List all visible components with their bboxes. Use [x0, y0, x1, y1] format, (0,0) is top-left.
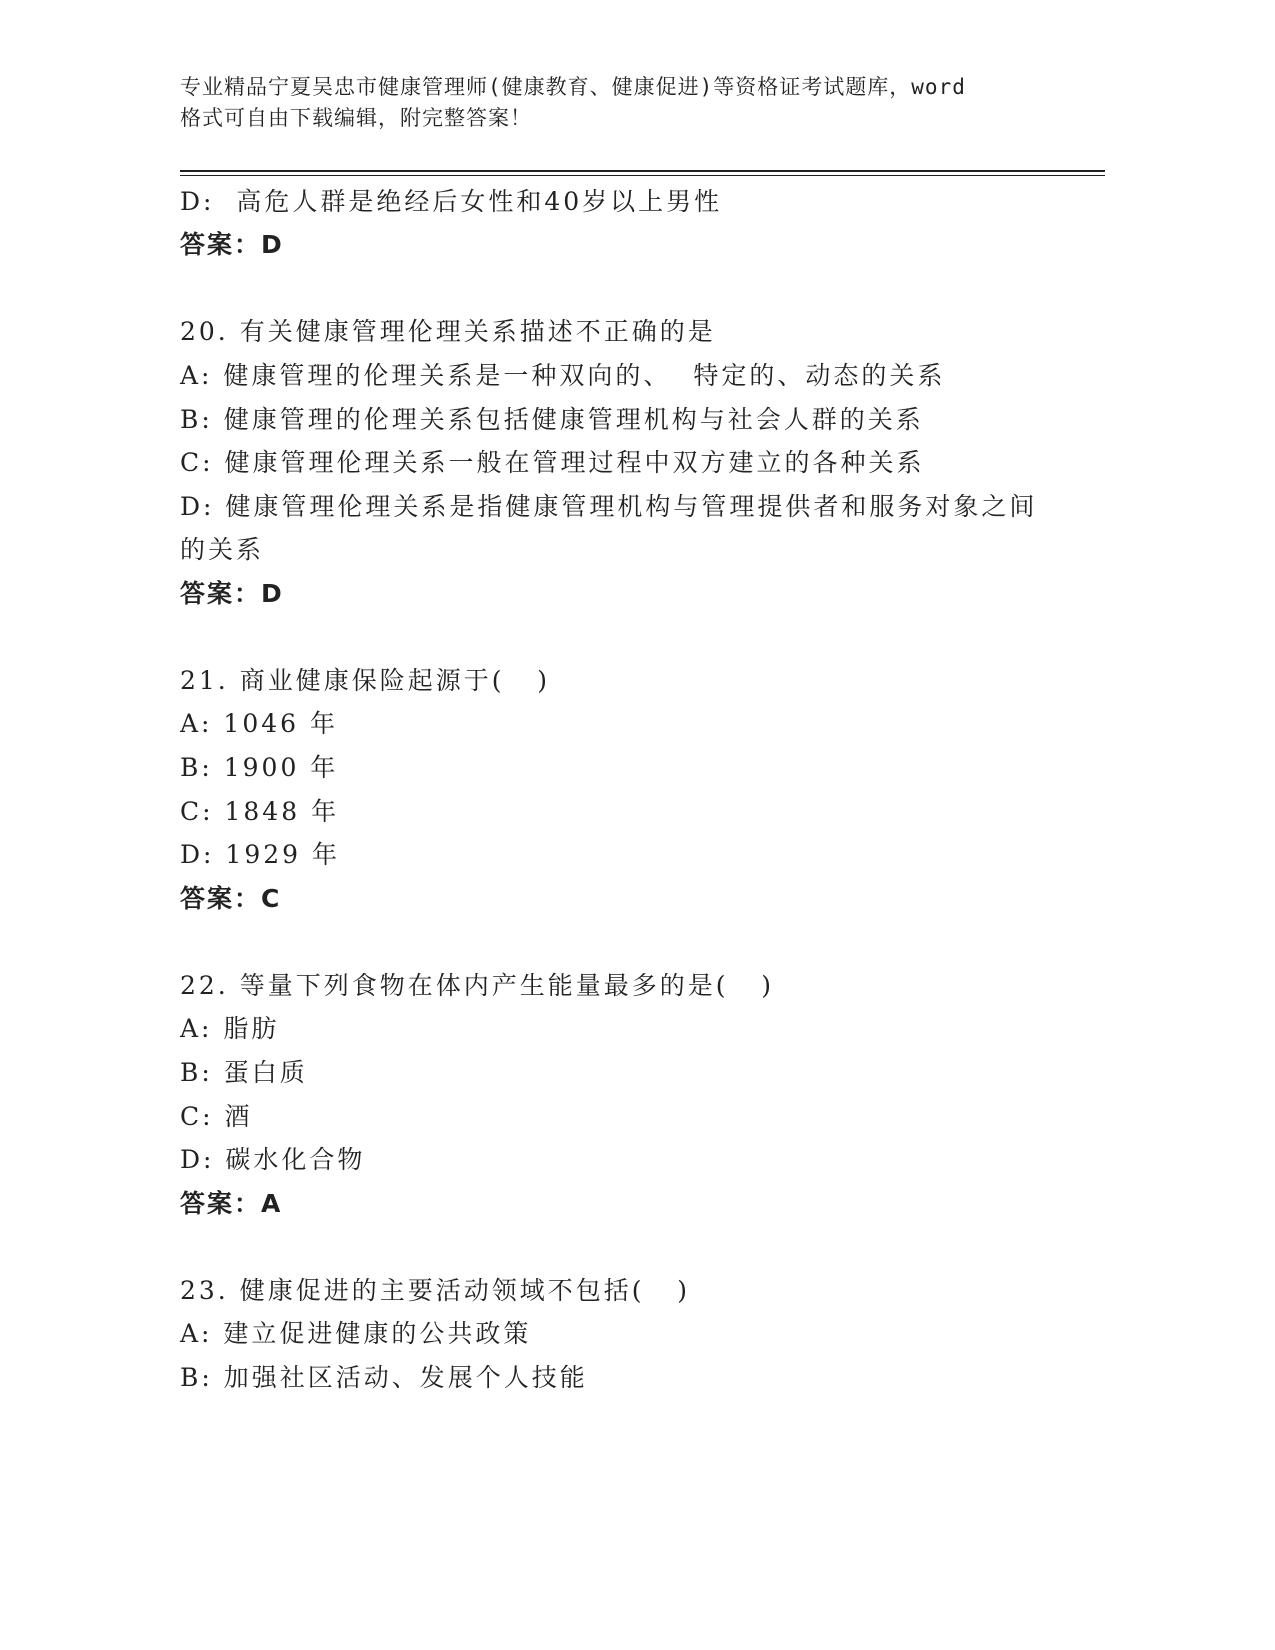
question-stem: 21. 商业健康保险起源于( ) [180, 666, 551, 695]
option-a: A: 建立促进健康的公共政策 [180, 1319, 532, 1348]
option-d: D: 高危人群是绝经后女性和40岁以上男性 [180, 187, 723, 216]
question-stem: 22. 等量下列食物在体内产生能量最多的是( ) [180, 971, 775, 1000]
option-c: C: 1848 年 [180, 797, 340, 826]
answer: 答案：D [180, 579, 284, 608]
document-header-line-2: 格式可自由下载编辑，附完整答案！ [180, 106, 532, 130]
option-a: A: 脂肪 [180, 1014, 280, 1043]
option-c: C: 酒 [180, 1102, 253, 1131]
header-divider [180, 170, 1105, 172]
option-d-continued: 的关系 [180, 535, 265, 564]
answer: 答案：D [180, 230, 284, 259]
answer: 答案：C [180, 884, 282, 913]
option-a: A: 1046 年 [180, 709, 338, 738]
answer: 答案：A [180, 1189, 283, 1218]
option-b: B: 加强社区活动、发展个人技能 [180, 1363, 588, 1392]
option-b: B: 1900 年 [180, 753, 339, 782]
option-b: B: 蛋白质 [180, 1058, 308, 1087]
header-divider-secondary [180, 175, 1105, 176]
option-c: C: 健康管理伦理关系一般在管理过程中双方建立的各种关系 [180, 448, 925, 477]
option-d: D: 健康管理伦理关系是指健康管理机构与管理提供者和服务对象之间 [180, 492, 1038, 521]
question-stem: 23. 健康促进的主要活动领域不包括( ) [180, 1276, 691, 1305]
question-stem: 20. 有关健康管理伦理关系描述不正确的是 [180, 317, 716, 346]
option-d: D: 碳水化合物 [180, 1145, 366, 1174]
option-a: A: 健康管理的伦理关系是一种双向的、 特定的、动态的关系 [180, 361, 946, 390]
option-b: B: 健康管理的伦理关系包括健康管理机构与社会人群的关系 [180, 405, 924, 434]
document-header-line-1: 专业精品宁夏吴忠市健康管理师(健康教育、健康促进)等资格证考试题库，word [180, 75, 966, 99]
option-d: D: 1929 年 [180, 840, 340, 869]
